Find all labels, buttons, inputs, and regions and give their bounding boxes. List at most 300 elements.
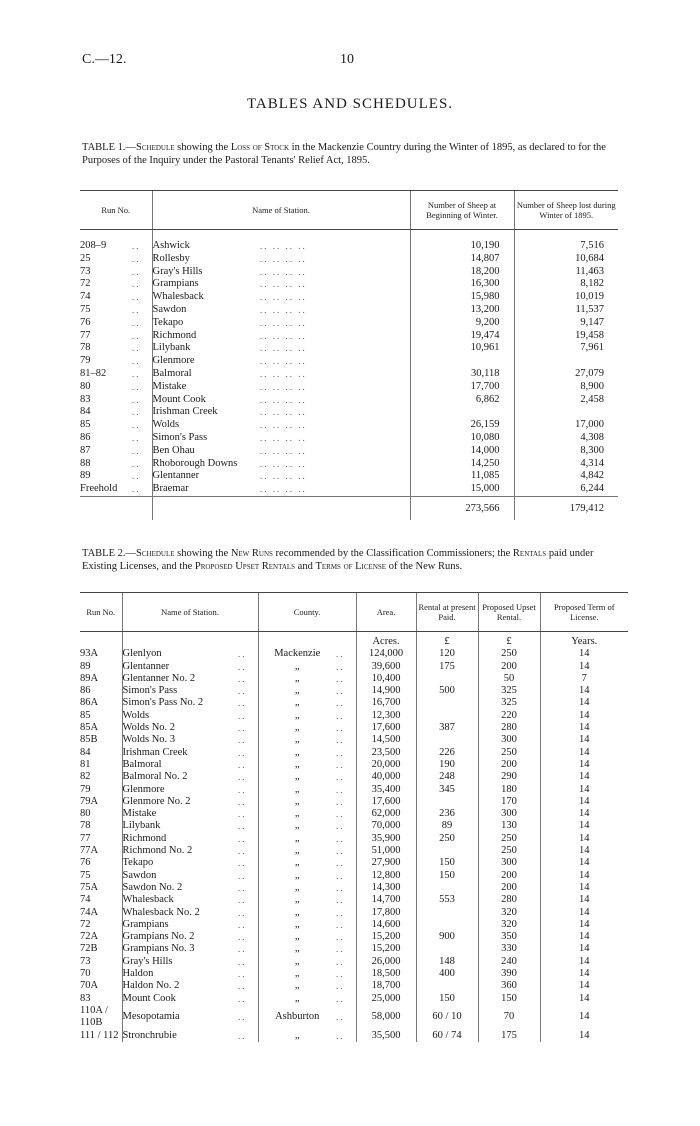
- dot-leader: ..: [132, 407, 141, 418]
- county-name: Mackenzie: [258, 648, 336, 660]
- run-number: 74A: [80, 906, 99, 918]
- sheep-lost-value: 4,842: [514, 470, 618, 483]
- upset-rental-value: 325: [478, 697, 540, 709]
- sheep-begin-value: 10,190: [410, 240, 514, 253]
- area-value: 14,700: [356, 894, 416, 906]
- area-value: 25,000: [356, 993, 416, 1005]
- area-value: 17,600: [356, 796, 416, 808]
- dot-leader: ..: [336, 932, 345, 943]
- table1-caption-part: Loss of Stock: [230, 142, 290, 153]
- rental-value: 60 / 10: [416, 1005, 478, 1030]
- station-name: Lilybank: [152, 342, 260, 355]
- station-name: Gray's Hills: [152, 266, 260, 279]
- upset-rental-value: 175: [478, 1030, 540, 1042]
- dot-leader: ..: [336, 796, 345, 807]
- sheep-lost-value: 10,684: [514, 253, 618, 266]
- run-number: 80: [80, 380, 91, 392]
- rental-value: 150: [416, 993, 478, 1005]
- rental-value: [416, 734, 478, 746]
- table-row: [80, 342, 618, 355]
- rental-value: 148: [416, 956, 478, 968]
- area-value: 26,000: [356, 956, 416, 968]
- table1-caption: [82, 141, 627, 167]
- table-row: [80, 445, 618, 458]
- station-name: Mistake: [152, 381, 260, 394]
- run-number: 88: [80, 457, 91, 469]
- station-name: Whalesback: [122, 894, 238, 906]
- table-row: [80, 919, 628, 931]
- county-name: „: [258, 931, 336, 943]
- table2-caption-part: Rentals: [512, 548, 547, 559]
- dot-leader: .. .. .. ..: [260, 368, 307, 379]
- totals-blank: [80, 496, 152, 519]
- dot-leader: ..: [336, 944, 345, 955]
- upset-rental-value: 290: [478, 771, 540, 783]
- unit-label: Years.: [540, 632, 628, 649]
- dot-leader: ..: [132, 484, 141, 495]
- rental-value: 553: [416, 894, 478, 906]
- dot-leader: ..: [132, 304, 141, 315]
- run-number: 110A / 110B: [80, 1004, 108, 1029]
- dot-leader: ..: [238, 1030, 247, 1041]
- sheep-lost-value: 4,314: [514, 458, 618, 471]
- station-name: Gray's Hills: [122, 956, 238, 968]
- run-number: 80: [80, 808, 91, 820]
- station-name: Glenmore: [152, 355, 260, 368]
- county-name: „: [258, 808, 336, 820]
- county-name: „: [258, 919, 336, 931]
- county-name: „: [258, 771, 336, 783]
- area-value: 14,900: [356, 685, 416, 697]
- run-number: 83: [80, 393, 91, 405]
- dot-leader: ..: [238, 907, 247, 918]
- county-name: „: [258, 820, 336, 832]
- table-row: [80, 419, 618, 432]
- station-name: Glenmore No. 2: [122, 796, 238, 808]
- station-name: Sawdon No. 2: [122, 882, 238, 894]
- dot-leader: ..: [132, 432, 141, 443]
- term-value: 14: [540, 1030, 628, 1042]
- table2-caption-part: paid under Existing Licenses, and the: [82, 548, 594, 572]
- table-row: [80, 458, 618, 471]
- rental-value: [416, 980, 478, 992]
- dot-leader: ..: [238, 723, 247, 734]
- table2-new-runs: [80, 592, 628, 1042]
- table-row: [80, 833, 628, 845]
- term-value: 14: [540, 931, 628, 943]
- area-value: 124,000: [356, 648, 416, 660]
- table2-caption-part: of the New Runs.: [386, 561, 463, 572]
- area-value: 20,000: [356, 759, 416, 771]
- table-row: [80, 759, 628, 771]
- sheep-lost-value: 11,537: [514, 304, 618, 317]
- rental-value: [416, 845, 478, 857]
- dot-leader: ..: [336, 759, 345, 770]
- dot-leader: ..: [238, 870, 247, 881]
- run-number: 81: [80, 758, 91, 770]
- dot-leader: ..: [336, 981, 345, 992]
- table1-header-sheep-lost: Number of Sheep lost during Winter of 1895.: [514, 191, 618, 230]
- run-number: 86: [80, 685, 91, 697]
- total-sheep-begin: 273,566: [410, 496, 514, 519]
- table-row: [80, 432, 618, 445]
- run-number: 76: [80, 316, 91, 328]
- dot-leader: ..: [238, 969, 247, 980]
- dot-leader: ..: [238, 895, 247, 906]
- term-value: 14: [540, 685, 628, 697]
- table-row: [80, 394, 618, 407]
- upset-rental-value: 250: [478, 833, 540, 845]
- table2-header-upset-rental: Proposed Upset Rental.: [478, 593, 540, 632]
- dot-leader: ..: [238, 821, 247, 832]
- dot-leader: ..: [238, 649, 247, 660]
- area-value: 39,600: [356, 661, 416, 673]
- station-name: Sawdon: [152, 304, 260, 317]
- total-sheep-lost: 179,412: [514, 496, 618, 519]
- table-row: [80, 796, 628, 808]
- dot-leader: ..: [336, 784, 345, 795]
- sheep-lost-value: [514, 355, 618, 368]
- station-name: Ben Ohau: [152, 445, 260, 458]
- rental-value: [416, 796, 478, 808]
- table1-caption-prefix: TABLE 1.—: [82, 142, 136, 153]
- table-row: [80, 882, 628, 894]
- dot-leader: ..: [336, 833, 345, 844]
- table2-header-term: Proposed Term of License.: [540, 593, 628, 632]
- upset-rental-value: 300: [478, 734, 540, 746]
- dot-leader: .. .. .. ..: [260, 241, 307, 251]
- rental-value: [416, 710, 478, 722]
- rental-value: 226: [416, 747, 478, 759]
- run-number: 89: [80, 470, 91, 482]
- unit-label: £: [416, 632, 478, 649]
- table-row: [80, 968, 628, 980]
- dot-leader: ..: [132, 317, 141, 328]
- sheep-begin-value: 6,862: [410, 394, 514, 407]
- upset-rental-value: 130: [478, 820, 540, 832]
- table-row: [80, 253, 618, 266]
- run-number: 70: [80, 968, 91, 980]
- dot-leader: ..: [132, 279, 141, 290]
- term-value: 14: [540, 796, 628, 808]
- station-name: Tekapo: [122, 857, 238, 869]
- table1-body: [80, 230, 618, 520]
- county-name: „: [258, 1030, 336, 1042]
- dot-leader: ..: [132, 356, 141, 367]
- dot-leader: ..: [336, 870, 345, 881]
- upset-rental-value: 200: [478, 870, 540, 882]
- rental-value: 236: [416, 808, 478, 820]
- sheep-begin-value: [410, 406, 514, 419]
- county-name: „: [258, 968, 336, 980]
- upset-rental-value: 70: [478, 1005, 540, 1030]
- unit-label: [80, 632, 122, 649]
- run-number: 82: [80, 771, 91, 783]
- area-value: 18,700: [356, 980, 416, 992]
- table1-spacer-cell: [132, 230, 152, 241]
- dot-leader: ..: [336, 809, 345, 820]
- dot-leader: ..: [336, 846, 345, 857]
- station-name: Simon's Pass No. 2: [122, 697, 238, 709]
- sheep-begin-value: 11,085: [410, 470, 514, 483]
- county-name: „: [258, 980, 336, 992]
- station-name: Stronchrubie: [122, 1030, 238, 1042]
- run-number: 74: [80, 894, 91, 906]
- dot-leader: .. .. .. ..: [260, 266, 307, 277]
- table2-caption-prefix: TABLE 2.—: [82, 548, 136, 559]
- run-number: 77A: [80, 845, 99, 857]
- term-value: 14: [540, 697, 628, 709]
- county-name: „: [258, 710, 336, 722]
- unit-label: Acres.: [356, 632, 416, 649]
- station-name: Simon's Pass: [122, 685, 238, 697]
- area-value: 70,000: [356, 820, 416, 832]
- run-number: Freehold: [80, 483, 118, 495]
- table-row: [80, 943, 628, 955]
- table1-header-sheep-begin: Number of Sheep at Beginning of Winter.: [410, 191, 514, 230]
- dot-leader: ..: [238, 772, 247, 783]
- area-value: 17,800: [356, 907, 416, 919]
- table-row: [80, 355, 618, 368]
- unit-label: [122, 632, 258, 649]
- dot-leader: ..: [238, 932, 247, 943]
- term-value: 14: [540, 833, 628, 845]
- upset-rental-value: 390: [478, 968, 540, 980]
- run-number: 74: [80, 291, 91, 303]
- term-value: 14: [540, 771, 628, 783]
- rental-value: 175: [416, 661, 478, 673]
- county-name: „: [258, 796, 336, 808]
- table1-caption-part: showing the: [174, 142, 231, 153]
- table2-header-area: Area.: [356, 593, 416, 632]
- term-value: 14: [540, 968, 628, 980]
- dot-leader: ..: [336, 747, 345, 758]
- run-number: 72A: [80, 931, 99, 943]
- dot-leader: ..: [238, 698, 247, 709]
- sheep-begin-value: 19,474: [410, 330, 514, 343]
- run-number: 78: [80, 820, 91, 832]
- upset-rental-value: 320: [478, 907, 540, 919]
- table2-caption-part: recommended by the Classification Commissioners; the: [272, 548, 513, 559]
- upset-rental-value: 360: [478, 980, 540, 992]
- table2-caption-part: New Runs: [230, 548, 273, 559]
- upset-rental-value: 320: [478, 919, 540, 931]
- area-value: 17,600: [356, 722, 416, 734]
- rental-value: [416, 907, 478, 919]
- rental-value: [416, 697, 478, 709]
- term-value: 14: [540, 648, 628, 660]
- run-number: 84: [80, 406, 91, 418]
- sheep-begin-value: 26,159: [410, 419, 514, 432]
- dot-leader: ..: [132, 471, 141, 482]
- dot-leader: ..: [238, 784, 247, 795]
- dot-leader: ..: [336, 956, 345, 967]
- area-value: 51,000: [356, 845, 416, 857]
- table2-caption-part: Schedule: [136, 548, 175, 559]
- table-row: [80, 673, 628, 685]
- county-name: „: [258, 993, 336, 1005]
- table-row: [80, 291, 618, 304]
- dot-leader: ..: [336, 1030, 345, 1041]
- table-row: [80, 820, 628, 832]
- table-row: [80, 956, 628, 968]
- upset-rental-value: 200: [478, 661, 540, 673]
- area-value: 12,300: [356, 710, 416, 722]
- dot-leader: ..: [336, 1012, 345, 1023]
- sheep-begin-value: 15,000: [410, 483, 514, 496]
- table-row: [80, 697, 628, 709]
- dot-leader: ..: [238, 759, 247, 770]
- area-value: 35,500: [356, 1030, 416, 1042]
- dot-leader: .. .. .. ..: [260, 253, 307, 264]
- area-value: 58,000: [356, 1005, 416, 1030]
- table-row: [80, 907, 628, 919]
- station-name: Mistake: [122, 808, 238, 820]
- station-name: Balmoral No. 2: [122, 771, 238, 783]
- term-value: 14: [540, 919, 628, 931]
- station-name: Lilybank: [122, 820, 238, 832]
- dot-leader: ..: [132, 343, 141, 354]
- station-name: Wolds: [152, 419, 260, 432]
- sheep-lost-value: 9,147: [514, 317, 618, 330]
- term-value: 14: [540, 747, 628, 759]
- sheep-begin-value: 13,200: [410, 304, 514, 317]
- station-name: Mesopotamia: [122, 1005, 238, 1030]
- rental-value: 900: [416, 931, 478, 943]
- run-number: 81–82: [80, 367, 107, 379]
- sheep-lost-value: 7,516: [514, 240, 618, 253]
- sheep-lost-value: 17,000: [514, 419, 618, 432]
- station-name: Irishman Creek: [152, 406, 260, 419]
- run-number: 89A: [80, 672, 99, 684]
- dot-leader: ..: [238, 858, 247, 869]
- dot-leader: .. .. .. ..: [260, 445, 307, 456]
- county-name: „: [258, 734, 336, 746]
- sheep-begin-value: 30,118: [410, 368, 514, 381]
- table-row: [80, 784, 628, 796]
- station-name: Wolds No. 2: [122, 722, 238, 734]
- dot-leader: ..: [238, 993, 247, 1004]
- area-value: 12,800: [356, 870, 416, 882]
- area-value: 35,400: [356, 784, 416, 796]
- station-name: Glentanner: [122, 661, 238, 673]
- county-name: „: [258, 943, 336, 955]
- sheep-lost-value: 2,458: [514, 394, 618, 407]
- station-name: Sawdon: [122, 870, 238, 882]
- table-row: [80, 406, 618, 419]
- table-row: [80, 1030, 628, 1042]
- station-name: Mount Cook: [122, 993, 238, 1005]
- station-name: Richmond No. 2: [122, 845, 238, 857]
- dot-leader: ..: [238, 956, 247, 967]
- term-value: 14: [540, 710, 628, 722]
- rental-value: [416, 919, 478, 931]
- station-name: Ashwick: [152, 240, 260, 253]
- dot-leader: ..: [238, 710, 247, 721]
- county-name: „: [258, 661, 336, 673]
- run-number: 89: [80, 660, 91, 672]
- table-row: [80, 1005, 628, 1030]
- station-name: Rollesby: [152, 253, 260, 266]
- dot-leader: ..: [238, 882, 247, 893]
- dot-leader: .. .. .. ..: [260, 304, 307, 315]
- run-number: 111 / 112: [80, 1029, 119, 1041]
- table1-spacer: [80, 230, 618, 241]
- unit-label: [258, 632, 356, 649]
- county-name: „: [258, 685, 336, 697]
- run-number: 86A: [80, 697, 99, 709]
- dot-leader: ..: [336, 993, 345, 1004]
- dot-leader: ..: [238, 809, 247, 820]
- sheep-lost-value: 8,300: [514, 445, 618, 458]
- run-number: 25: [80, 252, 91, 264]
- sheep-begin-value: 17,700: [410, 381, 514, 394]
- area-value: 18,500: [356, 968, 416, 980]
- rental-value: 500: [416, 685, 478, 697]
- table-row: [80, 894, 628, 906]
- area-value: 10,400: [356, 673, 416, 685]
- station-name: Glentanner: [152, 470, 260, 483]
- table1-spacer-cell: [260, 230, 410, 241]
- dot-leader: .. .. .. ..: [260, 407, 307, 418]
- table1-caption-part: Schedule: [136, 142, 175, 153]
- rental-value: 60 / 74: [416, 1030, 478, 1042]
- table-row: [80, 722, 628, 734]
- dot-leader: ..: [238, 673, 247, 684]
- rental-value: [416, 673, 478, 685]
- dot-leader: ..: [336, 895, 345, 906]
- term-value: 14: [540, 808, 628, 820]
- sheep-begin-value: 14,250: [410, 458, 514, 471]
- station-name: Grampians: [152, 278, 260, 291]
- dot-leader: ..: [238, 735, 247, 746]
- table-row: [80, 845, 628, 857]
- term-value: 14: [540, 1005, 628, 1030]
- dot-leader: ..: [238, 919, 247, 930]
- sheep-begin-value: 16,300: [410, 278, 514, 291]
- area-value: 35,900: [356, 833, 416, 845]
- table2-header-run: Run No.: [80, 593, 122, 632]
- term-value: 14: [540, 870, 628, 882]
- dot-leader: ..: [336, 673, 345, 684]
- term-value: 14: [540, 956, 628, 968]
- sheep-lost-value: 8,900: [514, 381, 618, 394]
- totals-blank: [152, 496, 410, 519]
- term-value: 14: [540, 661, 628, 673]
- dot-leader: .. .. .. ..: [260, 471, 307, 482]
- sheep-lost-value: 6,244: [514, 483, 618, 496]
- rental-value: 250: [416, 833, 478, 845]
- area-value: 14,300: [356, 882, 416, 894]
- county-name: „: [258, 845, 336, 857]
- term-value: 14: [540, 993, 628, 1005]
- dot-leader: ..: [336, 723, 345, 734]
- dot-leader: .. .. .. ..: [260, 279, 307, 290]
- upset-rental-value: 280: [478, 722, 540, 734]
- table-row: [80, 661, 628, 673]
- table-row: [80, 747, 628, 759]
- term-value: 14: [540, 845, 628, 857]
- table-row: [80, 317, 618, 330]
- rental-value: [416, 943, 478, 955]
- table2-caption-part: and: [295, 561, 316, 572]
- station-name: Tekapo: [152, 317, 260, 330]
- dot-leader: .. .. .. ..: [260, 420, 307, 431]
- county-name: „: [258, 857, 336, 869]
- dot-leader: ..: [238, 846, 247, 857]
- term-value: 14: [540, 722, 628, 734]
- dot-leader: .. .. .. ..: [260, 343, 307, 354]
